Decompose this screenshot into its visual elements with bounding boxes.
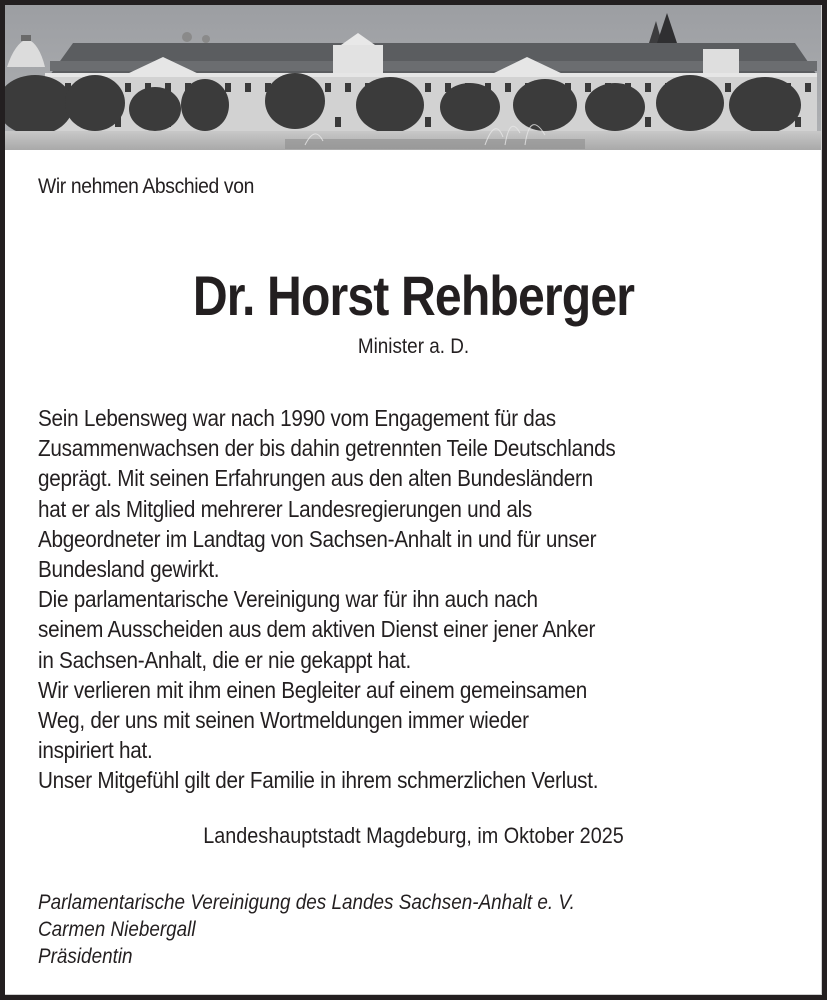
tribute-line: Weg, der uns mit seinen Wortmeldungen immer wieder (38, 707, 529, 734)
intro-text: Wir nehmen Abschied von (38, 175, 254, 198)
place-and-date: Landeshauptstadt Magdeburg, im Oktober 2025 (203, 823, 624, 848)
organization-name: Parlamentarische Vereinigung des Landes Sachsen-Anhalt e. V. (38, 891, 575, 914)
deceased-name: Dr. Horst Rehberger (192, 264, 635, 327)
tribute-line: Die parlamentarische Vereinigung war für ihn auch nach (38, 586, 538, 613)
signatory-role: Präsidentin (38, 945, 133, 968)
tribute-line: seinem Ausscheiden aus dem aktiven Dienst einer jener Anker (38, 616, 596, 643)
signature-block (38, 889, 575, 970)
obituary-notice (5, 5, 822, 995)
deceased-title: Minister a. D. (357, 335, 470, 358)
tribute-line: Zusammenwachsen der bis dahin getrennten Teile Deutschlands (38, 435, 616, 462)
tribute-line: inspiriert hat. (38, 737, 153, 764)
tribute-line: Unser Mitgefühl gilt der Familie in ihrem schmerzlichen Verlust. (38, 767, 599, 794)
tribute-line: geprägt. Mit seinen Erfahrungen aus den alten Bundesländern (38, 465, 593, 492)
signatory-name: Carmen Niebergall (38, 918, 196, 941)
tribute-line: Bundesland gewirkt. (38, 556, 220, 583)
tribute-line: Abgeordneter im Landtag von Sachsen-Anhalt in und für unser (38, 525, 597, 552)
tribute-line: Wir verlieren mit ihm einen Begleiter auf einem gemeinsamen (38, 676, 587, 703)
tribute-line: in Sachsen-Anhalt, die er nie gekappt hat. (38, 646, 412, 673)
tribute-line: Sein Lebensweg war nach 1990 vom Engagement für das (38, 405, 556, 431)
tribute-text (38, 403, 615, 796)
tribute-line: hat er als Mitglied mehrerer Landesregierungen und als (38, 495, 533, 522)
landtag-building-photo (5, 5, 822, 150)
